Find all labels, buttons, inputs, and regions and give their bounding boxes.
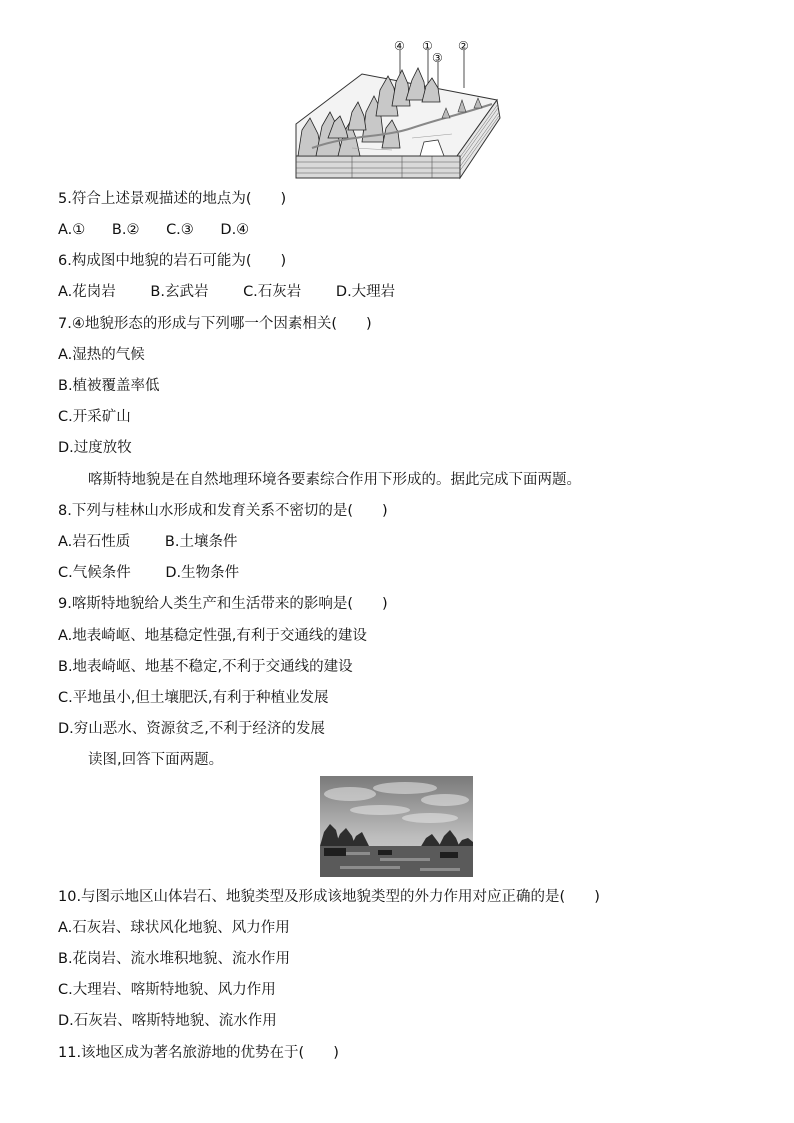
q6-option-a: A.花岗岩 bbox=[58, 284, 116, 300]
q5-option-b: B.② bbox=[111, 222, 140, 238]
q9-option-a: A.地表崎岖、地基稳定性强,有利于交通线的建设 bbox=[58, 628, 367, 644]
question-9: 9.喀斯特地貌给人类生产和生活带来的影响是( ) bbox=[58, 596, 388, 612]
q10-option-b: B.花岗岩、流水堆积地貌、流水作用 bbox=[58, 951, 291, 967]
q8-option-c: C.气候条件 bbox=[58, 565, 131, 581]
q7-option-b: B.植被覆盖率低 bbox=[58, 378, 160, 394]
question-11: 11.该地区成为著名旅游地的优势在于( ) bbox=[58, 1045, 339, 1061]
q5-option-c: C.③ bbox=[166, 222, 194, 238]
question-8-options-row2 bbox=[58, 563, 269, 583]
question-6: 6.构成图中地貌的岩石可能为( ) bbox=[58, 253, 287, 269]
question-6-options bbox=[58, 282, 425, 302]
question-8-options-row1 bbox=[58, 532, 267, 552]
q7-option-a: A.湿热的气候 bbox=[58, 347, 145, 363]
question-5: 5.符合上述景观描述的地点为( ) bbox=[58, 191, 287, 207]
q8-option-a: A.岩石性质 bbox=[58, 534, 131, 550]
read-figure-prompt: 读图,回答下面两题。 bbox=[88, 752, 224, 768]
q7-option-d: D.过度放牧 bbox=[58, 440, 132, 456]
question-8: 8.下列与桂林山水形成和发育关系不密切的是( ) bbox=[58, 503, 388, 519]
karst-block-diagram bbox=[292, 38, 504, 180]
figure-marker-4: ④ bbox=[394, 39, 405, 53]
karst-landscape-photo bbox=[320, 776, 473, 877]
q9-option-c: C.平地虽小,但土壤肥沃,有利于种植业发展 bbox=[58, 690, 329, 706]
q6-option-d: D.大理岩 bbox=[335, 284, 396, 300]
q10-option-d: D.石灰岩、喀斯特地貌、流水作用 bbox=[58, 1013, 277, 1029]
q8-option-d: D.生物条件 bbox=[165, 565, 240, 581]
question-7: 7.④地貌形态的形成与下列哪一个因素相关( ) bbox=[58, 316, 372, 332]
q6-option-b: B.玄武岩 bbox=[150, 284, 209, 300]
q7-option-c: C.开采矿山 bbox=[58, 409, 131, 425]
q6-option-c: C.石灰岩 bbox=[243, 284, 302, 300]
q10-option-c: C.大理岩、喀斯特地貌、风力作用 bbox=[58, 982, 276, 998]
q8-option-b: B.土壤条件 bbox=[164, 534, 238, 550]
q5-option-a: A.① bbox=[58, 222, 86, 238]
figure-marker-1: ① bbox=[422, 39, 433, 53]
figure-marker-2: ② bbox=[458, 39, 469, 53]
question-10: 10.与图示地区山体岩石、地貌类型及形成该地貌类型的外力作用对应正确的是( ) bbox=[58, 889, 600, 905]
q5-option-d: D.④ bbox=[220, 222, 250, 238]
q9-option-b: B.地表崎岖、地基不稳定,不利于交通线的建设 bbox=[58, 659, 353, 675]
karst-block-diagram-image bbox=[292, 38, 504, 180]
figure-marker-3: ③ bbox=[432, 51, 443, 65]
karst-intro-paragraph: 喀斯特地貌是在自然地理环境各要素综合作用下形成的。据此完成下面两题。 bbox=[88, 472, 581, 488]
q9-option-d: D.穷山恶水、资源贫乏,不利于经济的发展 bbox=[58, 721, 325, 737]
karst-landscape-photo-image bbox=[320, 776, 473, 877]
q10-option-a: A.石灰岩、球状风化地貌、风力作用 bbox=[58, 920, 290, 936]
question-5-options bbox=[58, 220, 271, 240]
